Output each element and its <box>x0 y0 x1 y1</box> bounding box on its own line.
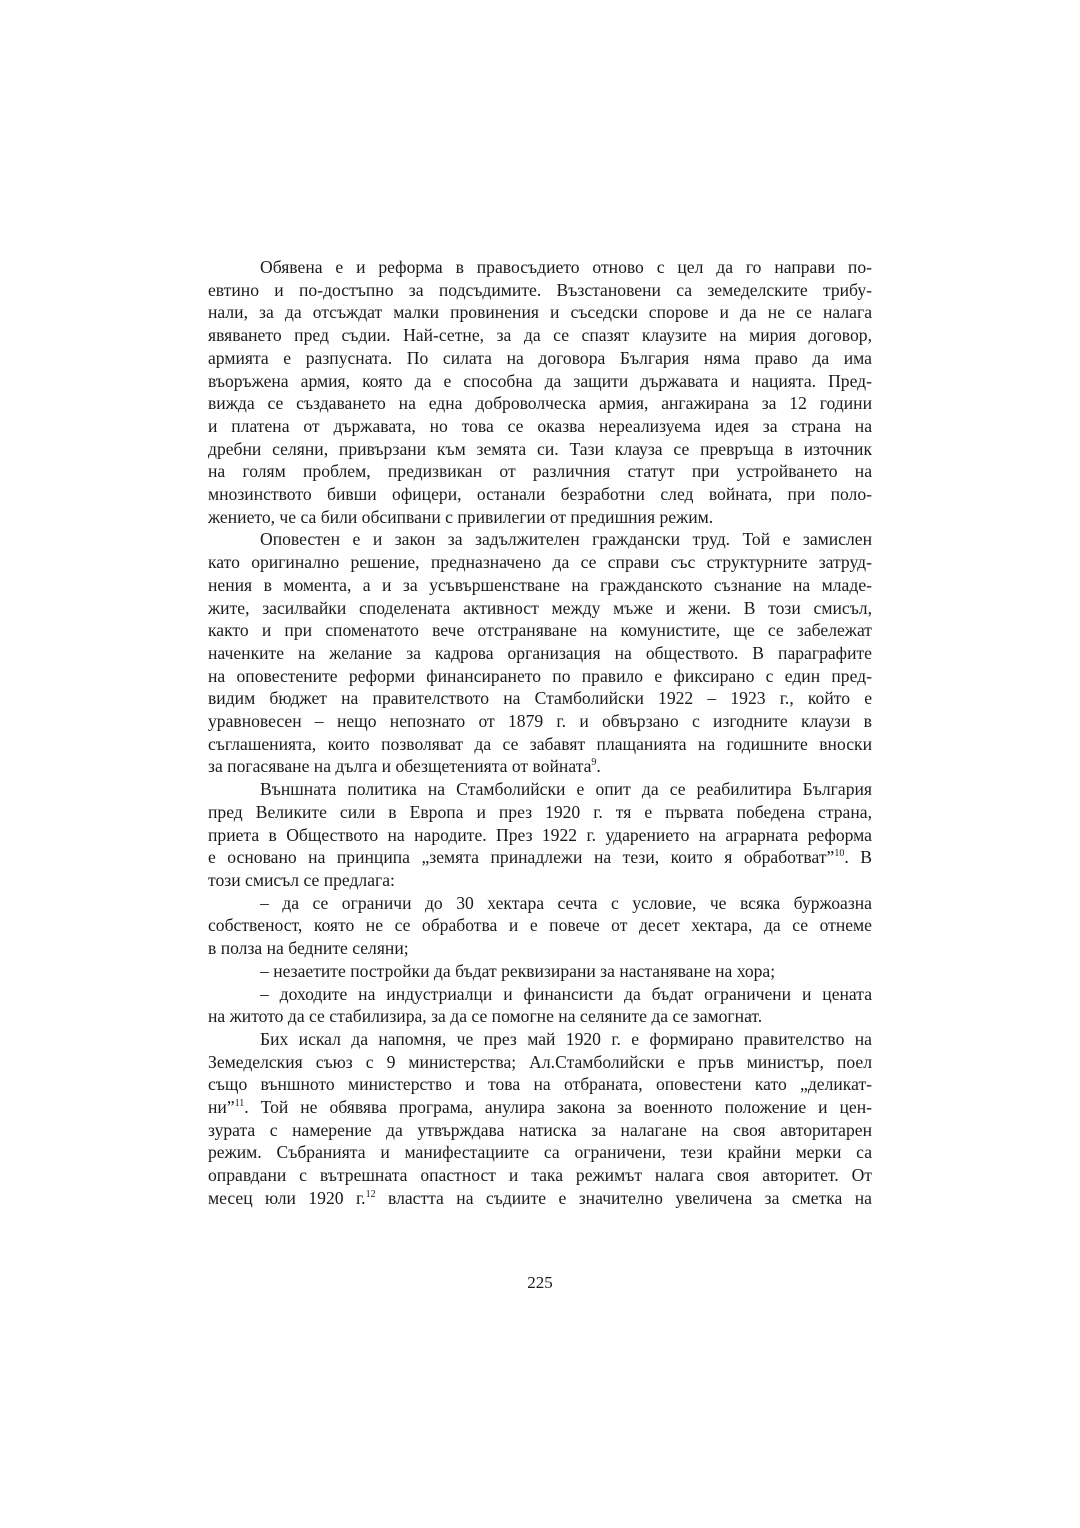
list-item-income <box>208 983 872 1028</box>
text-line: Земеделския съюз с 9 министерства; Ал.Стамболийски е пръв министър, поел <box>208 1051 872 1072</box>
text-line: приета в Обществото на народите. През 1922 г. ударението на аграрната реформа <box>208 824 872 845</box>
text-line: – незаетите постройки да бъдат реквизирани за настаняване на хора; <box>260 960 776 981</box>
text-line: вижда се създаването на една доброволческа армия, ангажирана за 12 години <box>208 393 872 414</box>
text-line: мнозинството бивши офицери, останали безработни след войната, при поло- <box>208 484 872 505</box>
text-line: зурата с намерение да утвърждава натиска за налагане на своя авторитарен <box>208 1119 872 1140</box>
text-line: Бих искал да напомня, че през май 1920 г. е формирано правителство на <box>260 1028 872 1049</box>
text-line: нения в момента, а и за усъвършенстване на гражданското съзнание на младе- <box>208 574 872 595</box>
list-item-buildings <box>208 960 872 983</box>
text-line-tail: . Той не обявява програма, анулира закона за военното положение и цен- <box>244 1097 872 1118</box>
footnote-ref-9: 9 <box>591 757 597 769</box>
paragraph-foreign-policy <box>208 778 872 892</box>
text-line: видим бюджет на правителството на Стамболийски 1922 – 1923 г., който е <box>208 688 872 709</box>
body-text <box>208 256 872 1210</box>
text-line: Оповестен е и закон за задължителен граждански труд. Той е замислен <box>260 529 872 550</box>
text-line: нали, за да отсъждат малки провинения и съседски спорове и да не се налага <box>208 302 872 323</box>
text-line-tail: властта на съдиите е значително увеличена за сметка на <box>375 1187 872 1208</box>
text-line: жите, засилвайки споделената активност между мъже и жени. В този смисъл, <box>208 597 872 618</box>
text-line <box>208 1187 872 1210</box>
text-line: в полза на бедните селяни; <box>208 938 409 959</box>
text-line: явяването пред съдии. Най-сетне, за да се спазят клаузите на мирия договор, <box>208 325 872 346</box>
text-line: режим. Събранията и манифестациите са ограничени, тези крайни мерки са <box>208 1142 872 1163</box>
text-line: на голям проблем, предизвикан от различния статут при устройването на <box>208 461 872 482</box>
text-line: жението, че са били обсипвани с привилегии от предишния режим. <box>208 506 714 527</box>
text-line: на оповестените реформи финансирането по правило е фиксирано с един пред- <box>208 665 872 686</box>
text-line: съглашенията, които позволяват да се забавят плащанията на годишните вноски <box>208 733 872 754</box>
text-line: и платена от държавата, но това се оказва нереализуема идея за страна на <box>208 415 872 436</box>
footnote-ref-10: 10 <box>834 848 845 860</box>
paragraph-civil-labor <box>208 528 872 778</box>
text-line <box>208 846 872 869</box>
text-line: както и при споменатото вече отстраняване на комунистите, ще се забележат <box>208 620 872 641</box>
text-line: армията е разпусната. По силата на договора България няма право да има <box>208 347 872 368</box>
paragraph-judicial-reform <box>208 256 872 528</box>
text-line: оправдани с вътрешната опастност и така режимът налага своя авторитет. От <box>208 1165 872 1186</box>
text-line: дребни селяни, привързани към земята си. Тази клауза се превръща в източник <box>208 438 872 459</box>
text-line-content: месец юли 1920 г. <box>208 1187 366 1208</box>
text-line-tail: . В <box>844 847 872 868</box>
period: . <box>596 756 601 777</box>
text-line <box>208 1096 872 1119</box>
text-line: този смисъл се предлага: <box>208 869 395 890</box>
text-line: като оригинално решение, предназначено да се справи със структурните затруд- <box>208 552 872 573</box>
text-line: уравновесен – нещо непознато от 1879 г. и обвързано с изгодните клаузи в <box>208 711 872 732</box>
text-line-content: за погасяване на дълга и обезщетенията от войната <box>208 756 592 777</box>
paragraph-government <box>208 1028 872 1210</box>
text-line: собственост, която не се обработва и е повече от десет хектара, да се отнеме <box>208 915 872 936</box>
text-line: наченките на желание за кадрова организация на обществото. В параграфите <box>208 642 872 663</box>
text-line <box>208 755 872 778</box>
list-item-land <box>208 892 872 960</box>
text-line-content: е основано на принципа „земята принадлежи на тези, които я обработват” <box>208 847 835 868</box>
footnote-ref-11: 11 <box>234 1098 245 1110</box>
footnote-ref-12: 12 <box>365 1188 376 1200</box>
text-line: на житото да се стабилизира, за да се помогне на селяните да се замогнат. <box>208 1006 763 1027</box>
text-line: също външното министерство и това на отбраната, оповестени като „деликат- <box>208 1074 872 1095</box>
text-line-content: ни” <box>208 1097 235 1118</box>
text-line: Обявена е и реформа в правосъдието отново с цел да го направи по- <box>260 257 872 277</box>
text-line: Външната политика на Стамболийски е опит да се реабилитира България <box>260 779 872 800</box>
text-line: – доходите на индустриалци и финансисти да бъдат ограничени и цената <box>260 983 872 1004</box>
text-line: пред Великите сили в Европа и през 1920 г. тя е първата победена страна, <box>208 801 872 822</box>
text-line: евтино и по-достъпно за подсъдимите. Възстановени са земеделските трибу- <box>208 279 872 300</box>
text-line: въоръжена армия, която да е способна да защити държавата и нацията. Пред- <box>208 370 872 391</box>
page-number: 225 <box>527 1273 553 1292</box>
text-line: – да се ограничи до 30 хектара сечта с условие, че всяка буржоазна <box>260 892 872 913</box>
